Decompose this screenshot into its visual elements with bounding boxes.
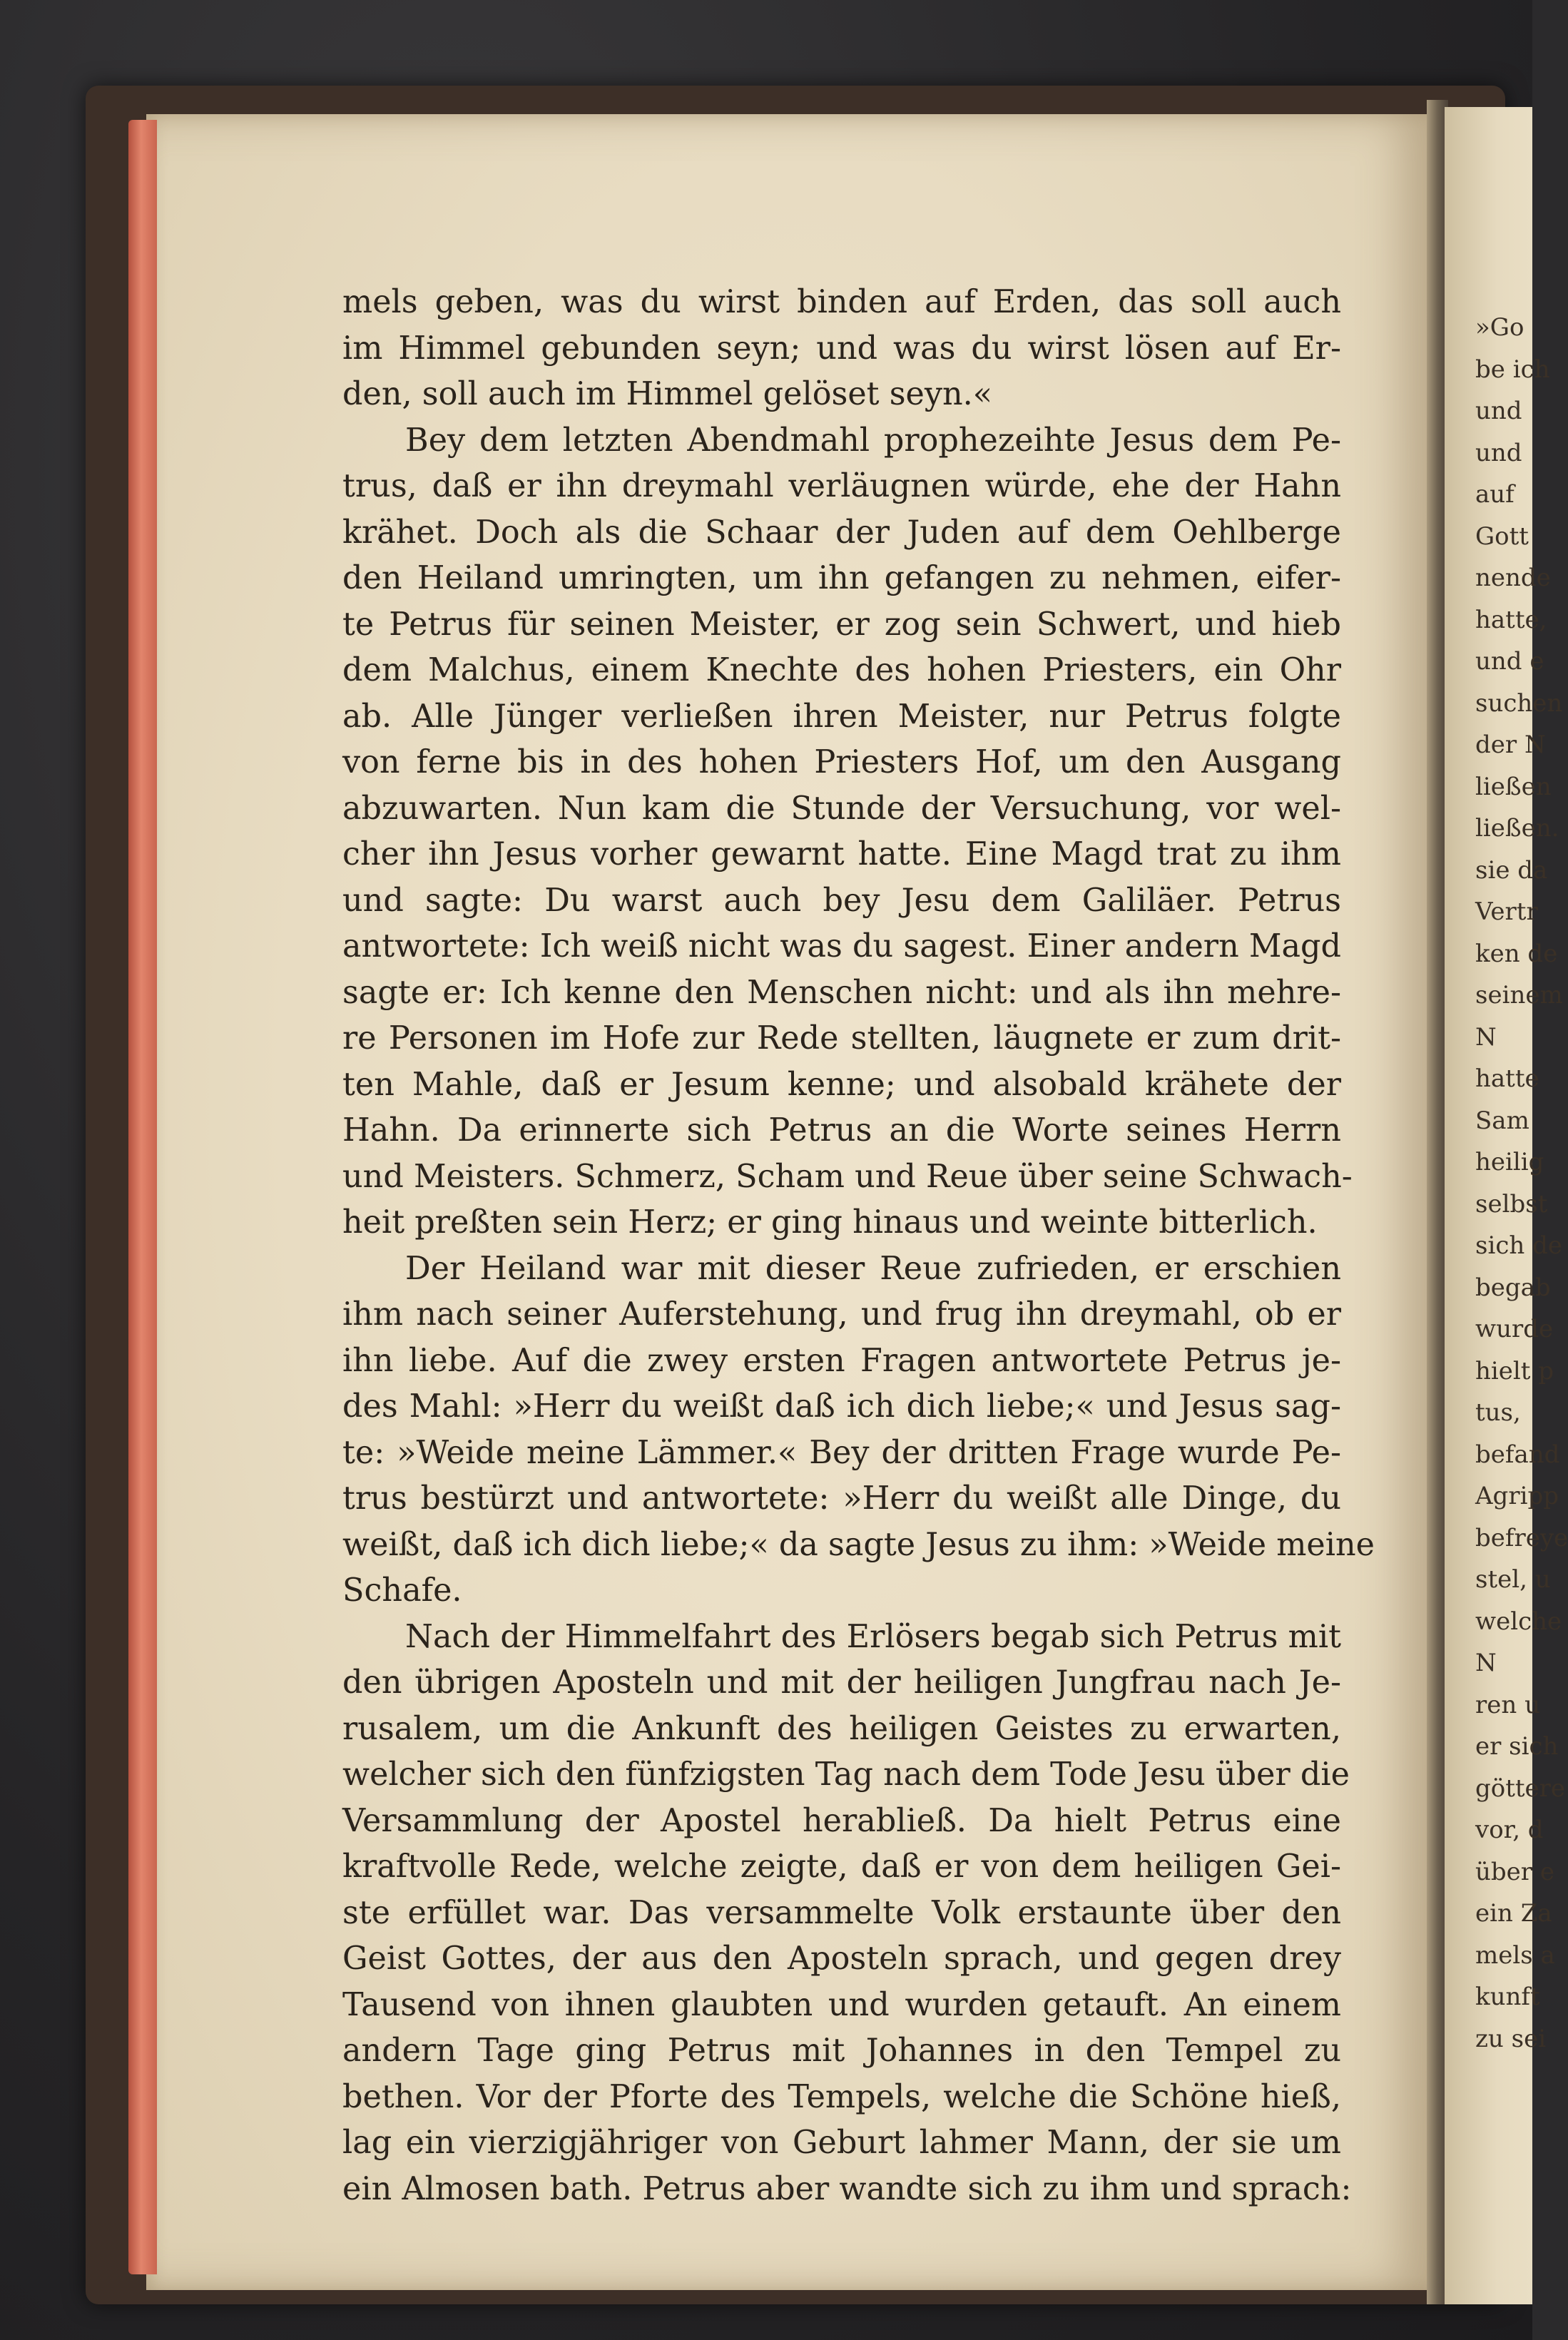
text-line: welcher sich den fünfzigsten Tag nach dem Tode Jesu über die <box>342 1756 1350 1793</box>
text-line: antwortete: Ich weiß nicht was du sagest. Einer andern Magd <box>342 928 1341 965</box>
text-line: und sagte: Du warst auch bey Jesu dem Galiläer. Petrus <box>342 882 1341 919</box>
text-line: den übrigen Aposteln und mit der heiligen Jungfrau nach Je- <box>342 1664 1341 1701</box>
fragment-line: Gott <box>1475 522 1529 551</box>
text-line: ste erfüllet war. Das versammelte Volk erstaunte über den <box>342 1894 1341 1931</box>
fragment-line: auf <box>1475 480 1514 509</box>
text-line: Geist Gottes, der aus den Aposteln sprach, und gegen drey <box>342 1940 1341 1977</box>
text-line: den, soll auch im Himmel gelöset seyn.« <box>342 376 993 412</box>
text-line: mels geben, was du wirst binden auf Erden, das soll auch <box>342 284 1341 320</box>
text-line: rusalem, um die Ankunft des heiligen Geistes zu erwarten, <box>342 1710 1341 1747</box>
text-line: bethen. Vor der Pforte des Tempels, welche die Schöne hieß, <box>342 2078 1341 2115</box>
fragment-line: und <box>1475 397 1522 425</box>
red-page-edge <box>128 120 157 2274</box>
fragment-line: und <box>1475 438 1522 467</box>
fragment-line: der N <box>1475 731 1546 759</box>
fragment-line: vor, d <box>1475 1816 1544 1844</box>
fragment-line: mels a <box>1475 1940 1555 1970</box>
fragment-line: nende <box>1475 564 1551 592</box>
fragment-line: stel, u <box>1475 1565 1551 1594</box>
fragment-line: ließen <box>1475 772 1552 801</box>
text-line: ihn liebe. Auf die zwey ersten Fragen antwortete Petrus je- <box>342 1342 1341 1379</box>
text-line: weißt, daß ich dich liebe;« da sagte Jesus zu ihm: »Weide meine <box>342 1526 1375 1563</box>
fragment-line: seinem <box>1475 981 1563 1009</box>
text-line: den Heiland umringten, um ihn gefangen zu nehmen, eifer- <box>342 560 1341 596</box>
text-line: Hahn. Da erinnerte sich Petrus an die Worte seines Herrn <box>342 1112 1341 1149</box>
text-line: krähet. Doch als die Schaar der Juden auf dem Oehlberge <box>342 514 1341 551</box>
text-line: te Petrus für seinen Meister, er zog sein Schwert, und hieb <box>342 606 1341 643</box>
fragment-line: sie da <box>1475 855 1548 885</box>
text-line: von ferne bis in des hohen Priesters Hof, um den Ausgang <box>342 744 1341 780</box>
fragment-line: göttere <box>1475 1774 1566 1803</box>
text-line: sagte er: Ich kenne den Menschen nicht: und als ihn mehre- <box>342 974 1341 1011</box>
right-page-text-fragments <box>1475 307 1568 2060</box>
text-line: trus, daß er ihn dreymahl verläugnen würde, ehe der Hahn <box>342 468 1341 504</box>
fragment-line: be ich <box>1475 355 1550 384</box>
text-line: dem Malchus, einem Knechte des hohen Priesters, ein Ohr <box>342 652 1341 688</box>
text-line: ihm nach seiner Auferstehung, und frug ihn dreymahl, ob er <box>342 1296 1341 1333</box>
fragment-line: zu sei <box>1475 2024 1547 2053</box>
text-line: Der Heiland war mit dieser Reue zufrieden, er erschien <box>405 1250 1341 1287</box>
fragment-line: hielt p <box>1475 1356 1554 1385</box>
fragment-line: über e <box>1475 1857 1554 1886</box>
text-line: te: »Weide meine Lämmer.« Bey der dritten Frage wurde Pe- <box>342 1434 1341 1471</box>
fragment-line: ließen. <box>1475 814 1559 843</box>
text-line: cher ihn Jesus vorher gewarnt hatte. Eine Magd trat zu ihm <box>342 836 1341 873</box>
fragment-line: begab <box>1475 1273 1551 1302</box>
fragment-line: Agripp <box>1475 1482 1559 1510</box>
fragment-line: er sich <box>1475 1732 1559 1761</box>
fragment-line: befreye <box>1475 1523 1568 1552</box>
fragment-line: selbst <box>1475 1189 1548 1219</box>
fragment-line: N <box>1475 1649 1497 1677</box>
fragment-line: befand <box>1475 1440 1560 1469</box>
text-line: des Mahl: »Herr du weißt daß ich dich liebe;« und Jesus sag- <box>342 1388 1341 1425</box>
text-line: lag ein vierzigjähriger von Geburt lahmer Mann, der sie um <box>342 2125 1341 2161</box>
fragment-line: ein Za <box>1475 1899 1552 1928</box>
fragment-line: Sam <box>1475 1106 1529 1135</box>
fragment-line: kunft <box>1475 1983 1540 2011</box>
text-line: und Meisters. Schmerz, Scham und Reue über seine Schwach- <box>342 1158 1353 1195</box>
text-line: Bey dem letzten Abendmahl prophezeihte Jesus dem Pe- <box>405 422 1341 459</box>
text-line: Tausend von ihnen glaubten und wurden getauft. An einem <box>342 1986 1341 2023</box>
text-line: abzuwarten. Nun kam die Stunde der Versuchung, vor wel- <box>342 790 1341 827</box>
text-line: ein Almosen bath. Petrus aber wandte sich zu ihm und sprach: <box>342 2170 1352 2207</box>
text-line: trus bestürzt und antwortete: »Herr du weißt alle Dinge, du <box>342 1480 1341 1517</box>
fragment-line: Vertr <box>1475 897 1538 926</box>
fragment-line: »Go <box>1475 313 1524 342</box>
text-line: Versammlung der Apostel herabließ. Da hielt Petrus eine <box>342 1802 1341 1839</box>
fragment-line: ren u <box>1475 1690 1540 1719</box>
fragment-line: N <box>1475 1022 1497 1052</box>
fragment-line: hatte, <box>1475 605 1547 634</box>
fragment-line: sich de <box>1475 1231 1562 1260</box>
fragment-line: ken de <box>1475 939 1558 968</box>
fragment-line: heilig <box>1475 1148 1544 1176</box>
text-line: heit preßten sein Herz; er ging hinaus und weinte bitterlich. <box>342 1204 1318 1241</box>
text-line: im Himmel gebunden seyn; und was du wirst lösen auf Er- <box>342 330 1341 367</box>
text-line: Schafe. <box>342 1572 462 1609</box>
fragment-line: und e <box>1475 647 1544 676</box>
text-line: ab. Alle Jünger verließen ihren Meister, nur Petrus folgte <box>342 698 1341 735</box>
fragment-line: tus, <box>1475 1398 1521 1427</box>
text-line: kraftvolle Rede, welche zeigte, daß er von dem heiligen Gei- <box>342 1848 1341 1885</box>
fragment-line: suchen <box>1475 688 1563 718</box>
fragment-line: wurde <box>1475 1315 1554 1343</box>
page-body-text <box>342 280 1375 2212</box>
text-line: ten Mahle, daß er Jesum kenne; und alsobald krähete der <box>342 1066 1341 1103</box>
fragment-line: hatte <box>1475 1064 1539 1093</box>
fragment-line: welche <box>1475 1607 1562 1636</box>
text-line: re Personen im Hofe zur Rede stellten, läugnete er zum drit- <box>342 1020 1341 1057</box>
text-line: Nach der Himmelfahrt des Erlösers begab sich Petrus mit <box>405 1618 1341 1655</box>
text-line: andern Tage ging Petrus mit Johannes in den Tempel zu <box>342 2033 1341 2069</box>
